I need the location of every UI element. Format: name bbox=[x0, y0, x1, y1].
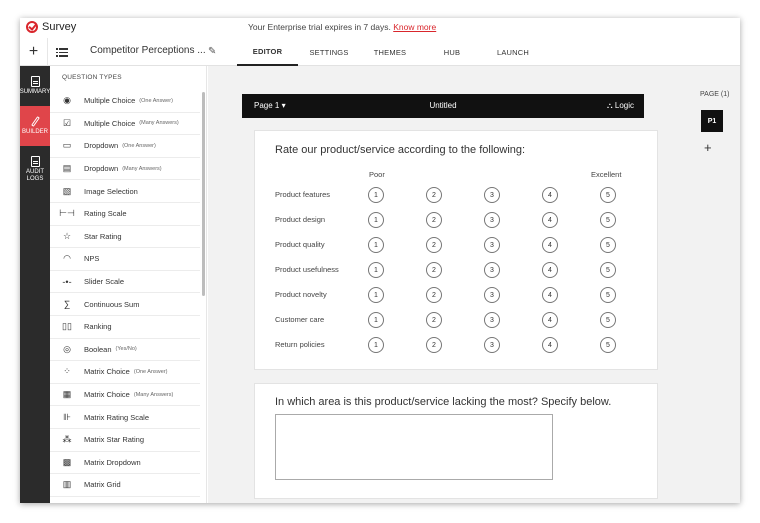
rail-item-builder[interactable] bbox=[20, 106, 50, 146]
panel-scrollbar[interactable] bbox=[202, 92, 205, 296]
radio-icon: ◉ bbox=[63, 95, 71, 106]
rating-option[interactable]: 1 bbox=[368, 337, 384, 353]
question-type-label: Matrix Grid bbox=[84, 480, 121, 490]
ranking-icon: ▯▯ bbox=[62, 321, 72, 332]
rating-option[interactable]: 5 bbox=[600, 262, 616, 278]
matrix-checkbox-icon: ▦ bbox=[62, 389, 72, 400]
rating-option[interactable]: 2 bbox=[426, 187, 442, 203]
question-type-label: Matrix Dropdown bbox=[84, 457, 141, 467]
rating-option[interactable]: 2 bbox=[426, 337, 442, 353]
add-page-button[interactable]: + bbox=[704, 140, 712, 155]
question-type-sublabel: (One Answer) bbox=[133, 368, 168, 375]
question-type-item[interactable] bbox=[50, 271, 200, 294]
page-selector[interactable]: Page 1 ▾ bbox=[254, 101, 286, 110]
rating-option[interactable]: 1 bbox=[368, 262, 384, 278]
question-type-sublabel: (Yes/No) bbox=[115, 346, 137, 353]
rating-option[interactable]: 2 bbox=[426, 262, 442, 278]
rating-option[interactable]: 2 bbox=[426, 237, 442, 253]
question-type-label: Multiple Choice bbox=[84, 118, 136, 128]
matrix-dropdown-icon: ▩ bbox=[62, 456, 72, 467]
question-type-item[interactable] bbox=[50, 158, 200, 181]
pencil-icon[interactable]: ✎ bbox=[208, 46, 217, 57]
matrix-row-label: Product design bbox=[275, 215, 326, 224]
summary-icon bbox=[31, 76, 40, 87]
checkbox-icon: ☑ bbox=[62, 117, 72, 128]
rating-option[interactable]: 4 bbox=[542, 337, 558, 353]
list-icon[interactable] bbox=[56, 46, 68, 58]
question-card-text[interactable] bbox=[254, 383, 658, 499]
question-type-item[interactable] bbox=[50, 180, 200, 203]
document-icon bbox=[31, 156, 40, 167]
grid-icon: ▥ bbox=[62, 479, 72, 490]
matrix-row-label: Product novelty bbox=[275, 290, 327, 299]
question-type-item[interactable] bbox=[50, 429, 200, 452]
editor-toolbar bbox=[20, 38, 740, 66]
rating-option[interactable]: 5 bbox=[600, 287, 616, 303]
question-type-item[interactable] bbox=[50, 113, 200, 136]
gauge-icon: ◠ bbox=[63, 253, 71, 264]
rating-option[interactable]: 4 bbox=[542, 262, 558, 278]
survey-title[interactable]: Competitor Perceptions ... bbox=[90, 45, 206, 56]
dropdown-icon: ▭ bbox=[62, 140, 72, 151]
know-more-link[interactable]: Know more bbox=[393, 22, 437, 32]
rating-option[interactable]: 3 bbox=[484, 187, 500, 203]
question-card-rating[interactable] bbox=[254, 130, 658, 370]
tab-editor[interactable]: EDITOR bbox=[237, 38, 298, 66]
question-title[interactable]: Rate our product/service according to the following: bbox=[275, 144, 526, 156]
question-type-item[interactable] bbox=[50, 135, 200, 158]
pages-panel bbox=[676, 66, 740, 503]
matrix-star-icon: ⁂ bbox=[62, 434, 72, 445]
question-types-heading: QUESTION TYPES bbox=[62, 74, 122, 81]
high-label: Excellent bbox=[591, 170, 622, 179]
question-type-label: Continuous Sum bbox=[84, 299, 140, 309]
rating-option[interactable]: 3 bbox=[484, 212, 500, 228]
rail-item-label: BUILDER bbox=[21, 129, 48, 135]
question-type-label: Image Selection bbox=[84, 186, 138, 196]
rating-option[interactable]: 5 bbox=[600, 187, 616, 203]
tab-launch[interactable]: LAUNCH bbox=[496, 47, 530, 57]
rating-option[interactable]: 1 bbox=[368, 312, 384, 328]
app-logo[interactable] bbox=[26, 21, 76, 33]
question-type-sublabel: (One Answer) bbox=[122, 142, 156, 149]
rating-option[interactable]: 4 bbox=[542, 212, 558, 228]
rating-option[interactable]: 5 bbox=[600, 237, 616, 253]
trial-banner bbox=[248, 22, 436, 32]
matrix-rating-icon: ⊪ bbox=[63, 411, 71, 422]
matrix-row-label: Customer care bbox=[275, 315, 325, 324]
matrix-row-label: Return policies bbox=[275, 340, 325, 349]
matrix-row-label: Product quality bbox=[275, 240, 325, 249]
question-type-item[interactable] bbox=[50, 226, 200, 249]
star-icon: ☆ bbox=[62, 230, 72, 241]
question-type-label: Matrix Choice bbox=[84, 390, 130, 400]
rail-item-label: AUDIT LOGS bbox=[26, 168, 44, 182]
low-label: Poor bbox=[369, 170, 385, 179]
app-window bbox=[20, 18, 740, 503]
multi-dropdown-icon: ▤ bbox=[62, 163, 72, 174]
question-type-label: Ranking bbox=[84, 322, 112, 332]
matrix-row-label: Product features bbox=[275, 190, 331, 199]
question-type-item[interactable] bbox=[50, 406, 200, 429]
question-type-item[interactable] bbox=[50, 293, 200, 316]
rating-option[interactable]: 1 bbox=[368, 287, 384, 303]
question-type-label: Multiple Choice bbox=[84, 96, 136, 106]
answer-textarea[interactable] bbox=[275, 414, 553, 480]
page-thumb-p1[interactable]: P1 bbox=[701, 110, 723, 132]
rail-item-audit-logs[interactable] bbox=[20, 146, 50, 192]
left-rail bbox=[20, 66, 50, 503]
rating-option[interactable]: 3 bbox=[484, 312, 500, 328]
question-types-panel bbox=[50, 66, 207, 503]
rating-option[interactable]: 4 bbox=[542, 187, 558, 203]
pencil-icon bbox=[31, 116, 40, 127]
question-type-label: Boolean bbox=[84, 344, 112, 354]
question-type-label: NPS bbox=[84, 254, 100, 264]
rating-option[interactable]: 4 bbox=[542, 287, 558, 303]
question-types-list bbox=[50, 90, 200, 497]
question-type-sublabel: (Many Answers) bbox=[133, 391, 174, 398]
question-type-item[interactable] bbox=[50, 384, 200, 407]
top-bar bbox=[20, 18, 740, 38]
question-type-item[interactable] bbox=[50, 339, 200, 362]
question-type-label: Matrix Choice bbox=[84, 367, 130, 377]
question-type-item[interactable] bbox=[50, 203, 200, 226]
page-title[interactable]: Untitled bbox=[429, 101, 457, 110]
survey-logo-check-icon bbox=[26, 21, 38, 33]
rating-option[interactable]: 4 bbox=[542, 237, 558, 253]
question-type-item[interactable] bbox=[50, 361, 200, 384]
rail-item-label: SUMMARY bbox=[20, 89, 51, 95]
rating-option[interactable]: 2 bbox=[426, 287, 442, 303]
tab-settings[interactable]: SETTINGS bbox=[309, 47, 349, 57]
rating-scale-icon: ⊢⊣ bbox=[59, 208, 75, 219]
rating-option[interactable]: 3 bbox=[484, 287, 500, 303]
rating-option[interactable]: 1 bbox=[368, 212, 384, 228]
question-type-item[interactable] bbox=[50, 248, 200, 271]
question-type-item[interactable] bbox=[50, 474, 200, 497]
question-title[interactable]: In which area is this product/service lacking the most? Specify below. bbox=[275, 396, 612, 408]
rating-option[interactable]: 5 bbox=[600, 312, 616, 328]
rating-option[interactable]: 4 bbox=[542, 312, 558, 328]
image-icon: ▧ bbox=[62, 185, 72, 196]
question-type-sublabel: (Many Answers) bbox=[139, 120, 179, 127]
tab-hub[interactable]: HUB bbox=[443, 47, 461, 57]
question-type-item[interactable] bbox=[50, 452, 200, 475]
question-type-label: Matrix Star Rating bbox=[84, 435, 145, 445]
rating-option[interactable]: 1 bbox=[368, 187, 384, 203]
question-type-label: Dropdown bbox=[84, 141, 119, 151]
rating-option[interactable]: 2 bbox=[426, 212, 442, 228]
eye-icon: ◎ bbox=[63, 343, 71, 354]
matrix-radio-icon: ⁘ bbox=[63, 366, 71, 377]
slider-icon: -•- bbox=[62, 276, 72, 287]
pages-count: PAGE (1) bbox=[700, 91, 730, 98]
question-type-label: Dropdown bbox=[84, 164, 119, 174]
rating-option[interactable]: 2 bbox=[426, 312, 442, 328]
rating-option[interactable]: 3 bbox=[484, 337, 500, 353]
question-type-label: Rating Scale bbox=[84, 209, 127, 219]
app-name: Survey bbox=[42, 21, 77, 33]
sum-icon: ∑ bbox=[63, 299, 71, 310]
rail-item-summary[interactable] bbox=[20, 66, 50, 106]
page-bar bbox=[242, 94, 644, 118]
rating-option[interactable]: 5 bbox=[600, 212, 616, 228]
rating-option[interactable]: 5 bbox=[600, 337, 616, 353]
question-type-sublabel: (Many Answers) bbox=[122, 165, 162, 172]
question-type-sublabel: (One Answer) bbox=[139, 97, 173, 104]
rating-option[interactable]: 3 bbox=[484, 237, 500, 253]
tab-themes[interactable]: THEMES bbox=[373, 47, 407, 57]
question-type-item[interactable] bbox=[50, 90, 200, 113]
survey-canvas bbox=[208, 66, 676, 503]
question-type-label: Matrix Rating Scale bbox=[84, 412, 150, 422]
question-type-label: Slider Scale bbox=[84, 277, 125, 287]
matrix-row-label: Product usefulness bbox=[275, 265, 339, 274]
logic-button[interactable]: ⛬ Logic bbox=[607, 101, 634, 110]
rating-option[interactable]: 1 bbox=[368, 237, 384, 253]
rating-option[interactable]: 3 bbox=[484, 262, 500, 278]
trial-text: Your Enterprise trial expires in 7 days. bbox=[248, 22, 391, 32]
plus-icon[interactable]: + bbox=[20, 38, 48, 66]
question-type-label: Star Rating bbox=[84, 231, 122, 241]
question-type-item[interactable] bbox=[50, 316, 200, 339]
